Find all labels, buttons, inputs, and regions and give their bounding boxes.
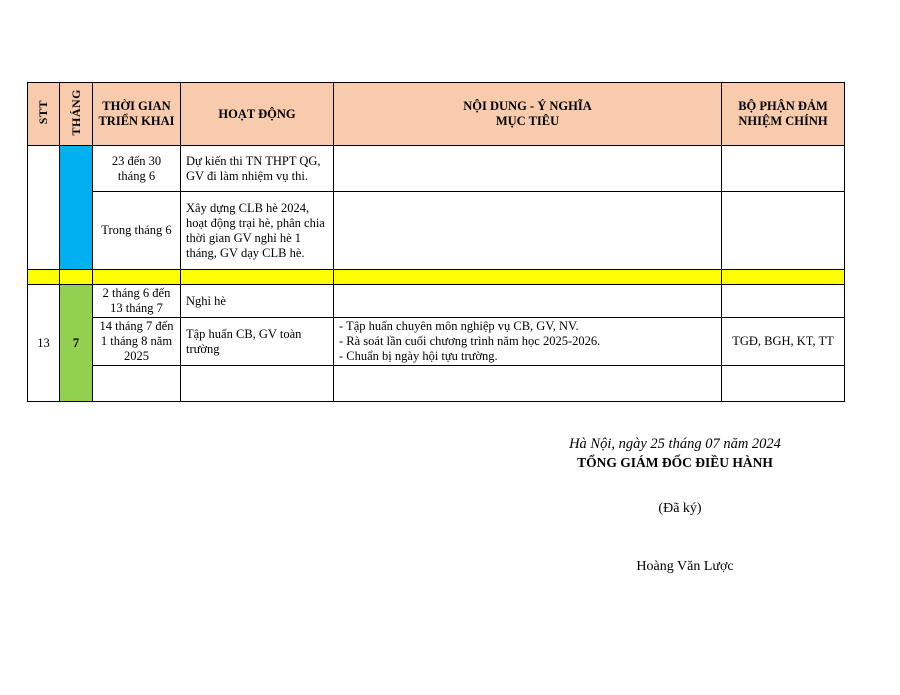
activity-plan-table [27, 82, 845, 402]
signature-place-date: Hà Nội, ngày 25 tháng 07 năm 2024 [569, 436, 781, 452]
content-cell [334, 318, 722, 366]
stt-cell-empty [28, 146, 60, 270]
content-line: - Tập huấn chuyên môn nghiệp vụ CB, GV, NV. [339, 319, 579, 333]
signature-name: Hoàng Văn Lược [636, 559, 734, 574]
content-cell [334, 285, 722, 318]
activity-cell: Nghỉ hè [181, 285, 334, 318]
header-thang: THÁNG [60, 83, 93, 146]
header-stt: STT [28, 83, 60, 146]
content-cell [334, 146, 722, 192]
activity-cell: Dự kiến thi TN THPT QG, GV đi làm nhiệm vụ thi. [181, 146, 334, 192]
month-7-cell: 7 [60, 285, 93, 402]
activity-cell: Xây dựng CLB hè 2024, hoạt động trại hè, phân chia thời gian GV nghỉ hè 1 tháng, GV dạy CLB hè. [181, 192, 334, 270]
time-cell: 23 đến 30 tháng 6 [93, 146, 181, 192]
month-6-cell [60, 146, 93, 270]
dept-cell: TGĐ, BGH, KT, TT [722, 318, 845, 366]
header-noi-dung: NỘI DUNG - Ý NGHĨA MỤC TIÊU [334, 83, 722, 146]
table-header-row [28, 83, 845, 146]
separator-row [28, 270, 845, 285]
dept-cell [722, 285, 845, 318]
time-cell: 14 tháng 7 đến 1 tháng 8 năm 2025 [93, 318, 181, 366]
activity-cell: Tập huấn CB, GV toàn trường [181, 318, 334, 366]
content-line: - Rà soát lần cuối chương trình năm học 2025-2026. [339, 334, 601, 348]
header-thoi-gian: THỜI GIAN TRIỂN KHAI [93, 83, 181, 146]
signature-title: TỔNG GIÁM ĐỐC ĐIỀU HÀNH [577, 455, 773, 470]
header-bo-phan: BỘ PHẬN ĐẢM NHIỆM CHÍNH [722, 83, 845, 146]
dept-cell [722, 192, 845, 270]
time-cell: 2 tháng 6 đến 13 tháng 7 [93, 285, 181, 318]
header-hoat-dong: HOẠT ĐỘNG [181, 83, 334, 146]
table-row [28, 366, 845, 402]
table-row [28, 192, 845, 270]
time-cell: Trong tháng 6 [93, 192, 181, 270]
signature-signed-mark: (Đã ký) [658, 501, 702, 516]
content-cell [334, 192, 722, 270]
content-line: - Chuẩn bị ngày hội tựu trường. [339, 349, 498, 363]
stt-cell: 13 [28, 285, 60, 402]
dept-cell [722, 146, 845, 192]
table-row [28, 318, 845, 366]
table-row [28, 285, 845, 318]
table-row [28, 146, 845, 192]
